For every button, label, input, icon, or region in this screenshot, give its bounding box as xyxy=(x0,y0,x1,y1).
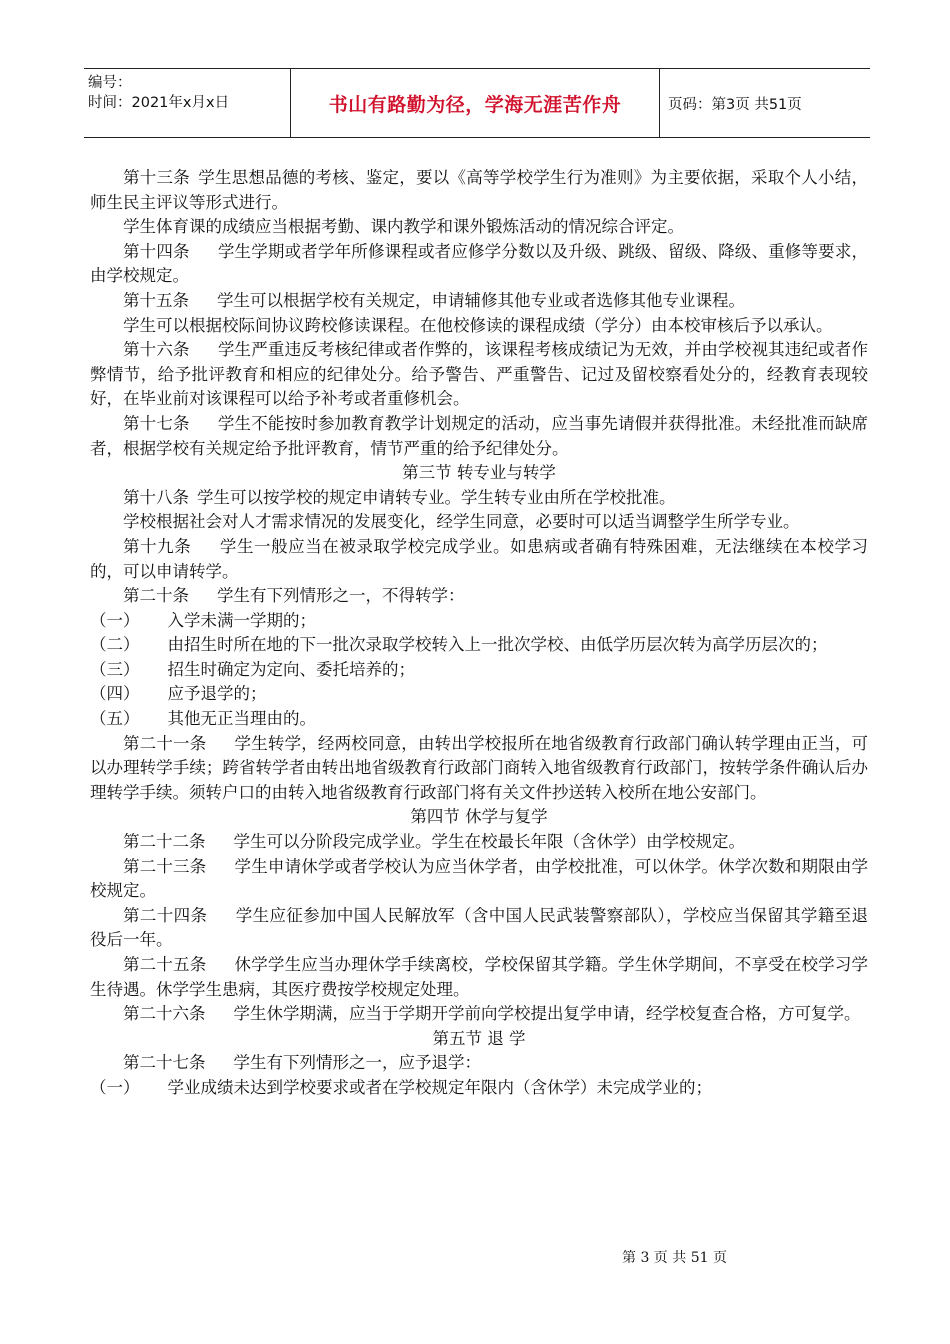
list-item-number: （一） xyxy=(90,1077,140,1097)
paragraph-text: 学生应征参加中国人民解放军（含中国人民武装警察部队），学校应当保留其学籍至退役后一年。 xyxy=(90,905,869,950)
paragraph-text: 学生可以分阶段完成学业。学生在校最长年限（含休学）由学校规定。 xyxy=(233,832,745,852)
article-number: 第十六条 xyxy=(123,340,190,360)
article-number: 第二十七条 xyxy=(123,1053,206,1073)
article-paragraph xyxy=(90,412,868,461)
article-paragraph xyxy=(90,953,868,1002)
list-item xyxy=(90,682,868,707)
paragraph-text: 学生体育课的成绩应当根据考勤、课内教学和课外锻炼活动的情况综合评定。 xyxy=(123,217,684,237)
paragraph-text: 由招生时所在地的下一批次录取学校转入上一批次学校、由低学历层次转为高学历层次的； xyxy=(167,635,828,655)
article-number: 第十三条 xyxy=(123,168,190,187)
article-paragraph xyxy=(90,240,868,289)
header-time: 时间：2021年x月x日 xyxy=(88,95,230,111)
list-item xyxy=(90,1076,868,1101)
paragraph-text: 入学未满一学期的； xyxy=(167,610,316,630)
paragraph-text: 招生时确定为定向、委托培养的； xyxy=(167,659,415,679)
header-meta xyxy=(84,69,291,137)
paragraph-text: 其他无正当理由的。 xyxy=(167,709,316,729)
paragraph-text: 学生休学期满，应当于学期开学前向学校提出复学申请，经学校复查合格，方可复学。 xyxy=(233,1004,861,1024)
article-paragraph xyxy=(90,904,868,953)
paragraph-text: 学校根据社会对人才需求情况的发展变化，经学生同意，必要时可以适当调整学生所学专业。 xyxy=(123,512,800,532)
paragraph-text: 学生学期或者学年所修课程或者应修学分数以及升级、跳级、留级、降级、重修等要求，由学校规定。 xyxy=(90,241,869,286)
paragraph-text: 学生可以根据学校有关规定，申请辅修其他专业或者选修其他专业课程。 xyxy=(217,290,745,310)
article-number: 第二十一条 xyxy=(123,733,207,753)
article-paragraph xyxy=(90,215,868,240)
paragraph-text: 学生一般应当在被录取学校完成学业。如患病或者确有特殊困难，无法继续在本校学习的，可以申请转学。 xyxy=(90,536,869,581)
list-item-number: （四） xyxy=(90,684,140,704)
article-number: 第二十六条 xyxy=(123,1004,206,1024)
article-number: 第二十四条 xyxy=(123,905,208,925)
paragraph-text: 学生严重违反考核纪律或者作弊的，该课程考核成绩记为无效，并由学校视其违纪或者作弊情节，给予批评教育和相应的纪律处分。给予警告、严重警告、记过及留校察看处分的，经教育表现较好，在毕业前对该课程可以给予补考或者重修机会。 xyxy=(90,340,869,409)
article-number: 第十八条 xyxy=(123,487,189,507)
paragraph-text: 休学学生应当办理休学手续离校，学校保留其学籍。学生休学期间，不享受在校学习学生待遇。休学学生患病，其医疗费按学校规定处理。 xyxy=(90,955,869,999)
article-paragraph xyxy=(90,1051,868,1076)
list-item-number: （五） xyxy=(90,709,140,729)
page-header xyxy=(84,68,870,138)
article-paragraph xyxy=(90,510,868,535)
article-paragraph xyxy=(90,166,868,215)
article-number: 第十九条 xyxy=(123,536,192,556)
article-paragraph xyxy=(90,830,868,855)
article-number: 第十四条 xyxy=(123,241,190,261)
article-number: 第二十二条 xyxy=(123,832,206,852)
article-number: 第二十三条 xyxy=(123,856,207,876)
document-body xyxy=(90,166,868,1101)
list-item-number: （二） xyxy=(90,635,140,655)
header-motto: 书山有路勤为径，学海无涯苦作舟 xyxy=(291,69,660,137)
article-paragraph xyxy=(90,338,868,412)
article-number: 第二十条 xyxy=(123,586,189,606)
list-item xyxy=(90,633,868,658)
article-paragraph xyxy=(90,486,868,511)
section-heading: 第五节 退 学 xyxy=(432,1028,526,1048)
paragraph-text: 学生转学，经两校同意，由转出学校报所在地省级教育行政部门确认转学理由正当，可以办理转学手续；跨省转学者由转出地省级教育行政部门商转入地省级教育行政部门，按转学条件确认后办理转学手续。须转户口的由转入地省级教育行政部门将有关文件抄送转入校所在地公安部门。 xyxy=(90,733,869,802)
paragraph-text: 学业成绩未达到学校要求或者在学校规定年限内（含休学）未完成学业的； xyxy=(167,1077,712,1097)
article-number: 第十七条 xyxy=(123,413,190,433)
header-page-info: 页码：第3页 共51页 xyxy=(668,96,802,113)
article-paragraph xyxy=(90,732,868,806)
article-paragraph xyxy=(90,855,868,904)
paragraph-text: 应予退学的； xyxy=(167,684,267,704)
section-heading: 第四节 休学与复学 xyxy=(410,807,548,827)
paragraph-text: 学生有下列情形之一，应予退学： xyxy=(233,1053,481,1073)
list-item-number: （三） xyxy=(90,659,140,679)
article-paragraph xyxy=(90,289,868,314)
paragraph-text: 学生可以按学校的规定申请转专业。学生转专业由所在学校批准。 xyxy=(197,487,676,507)
article-paragraph xyxy=(90,535,868,584)
article-paragraph xyxy=(90,1002,868,1027)
list-item xyxy=(90,609,868,634)
list-item-number: （一） xyxy=(90,610,140,630)
list-item xyxy=(90,707,868,732)
paragraph-text: 学生思想品德的考核、鉴定，要以《高等学校学生行为准则》为主要依据，采取个人小结，师生民主评议等形式进行。 xyxy=(90,168,868,212)
paragraph-text: 学生可以根据校际间协议跨校修读课程。在他校修读的课程成绩（学分）由本校审核后予以承认。 xyxy=(123,315,833,335)
article-paragraph xyxy=(90,314,868,339)
paragraph-text: 学生申请休学或者学校认为应当休学者，由学校批准，可以休学。休学次数和期限由学校规定。 xyxy=(90,856,869,901)
article-paragraph xyxy=(90,584,868,609)
paragraph-text: 学生有下列情形之一，不得转学： xyxy=(217,586,465,606)
header-number: 编号： xyxy=(88,75,132,91)
list-item xyxy=(90,658,868,683)
paragraph-text: 学生不能按时参加教育教学计划规定的活动，应当事先请假并获得批准。未经批准而缺席者，根据学校有关规定给予批评教育，情节严重的给予纪律处分。 xyxy=(90,413,869,458)
article-number: 第二十五条 xyxy=(123,955,207,974)
article-number: 第十五条 xyxy=(123,290,189,310)
footer-page-number: 第 3 页 共 51 页 xyxy=(622,1250,727,1266)
section-heading: 第三节 转专业与转学 xyxy=(402,463,556,483)
